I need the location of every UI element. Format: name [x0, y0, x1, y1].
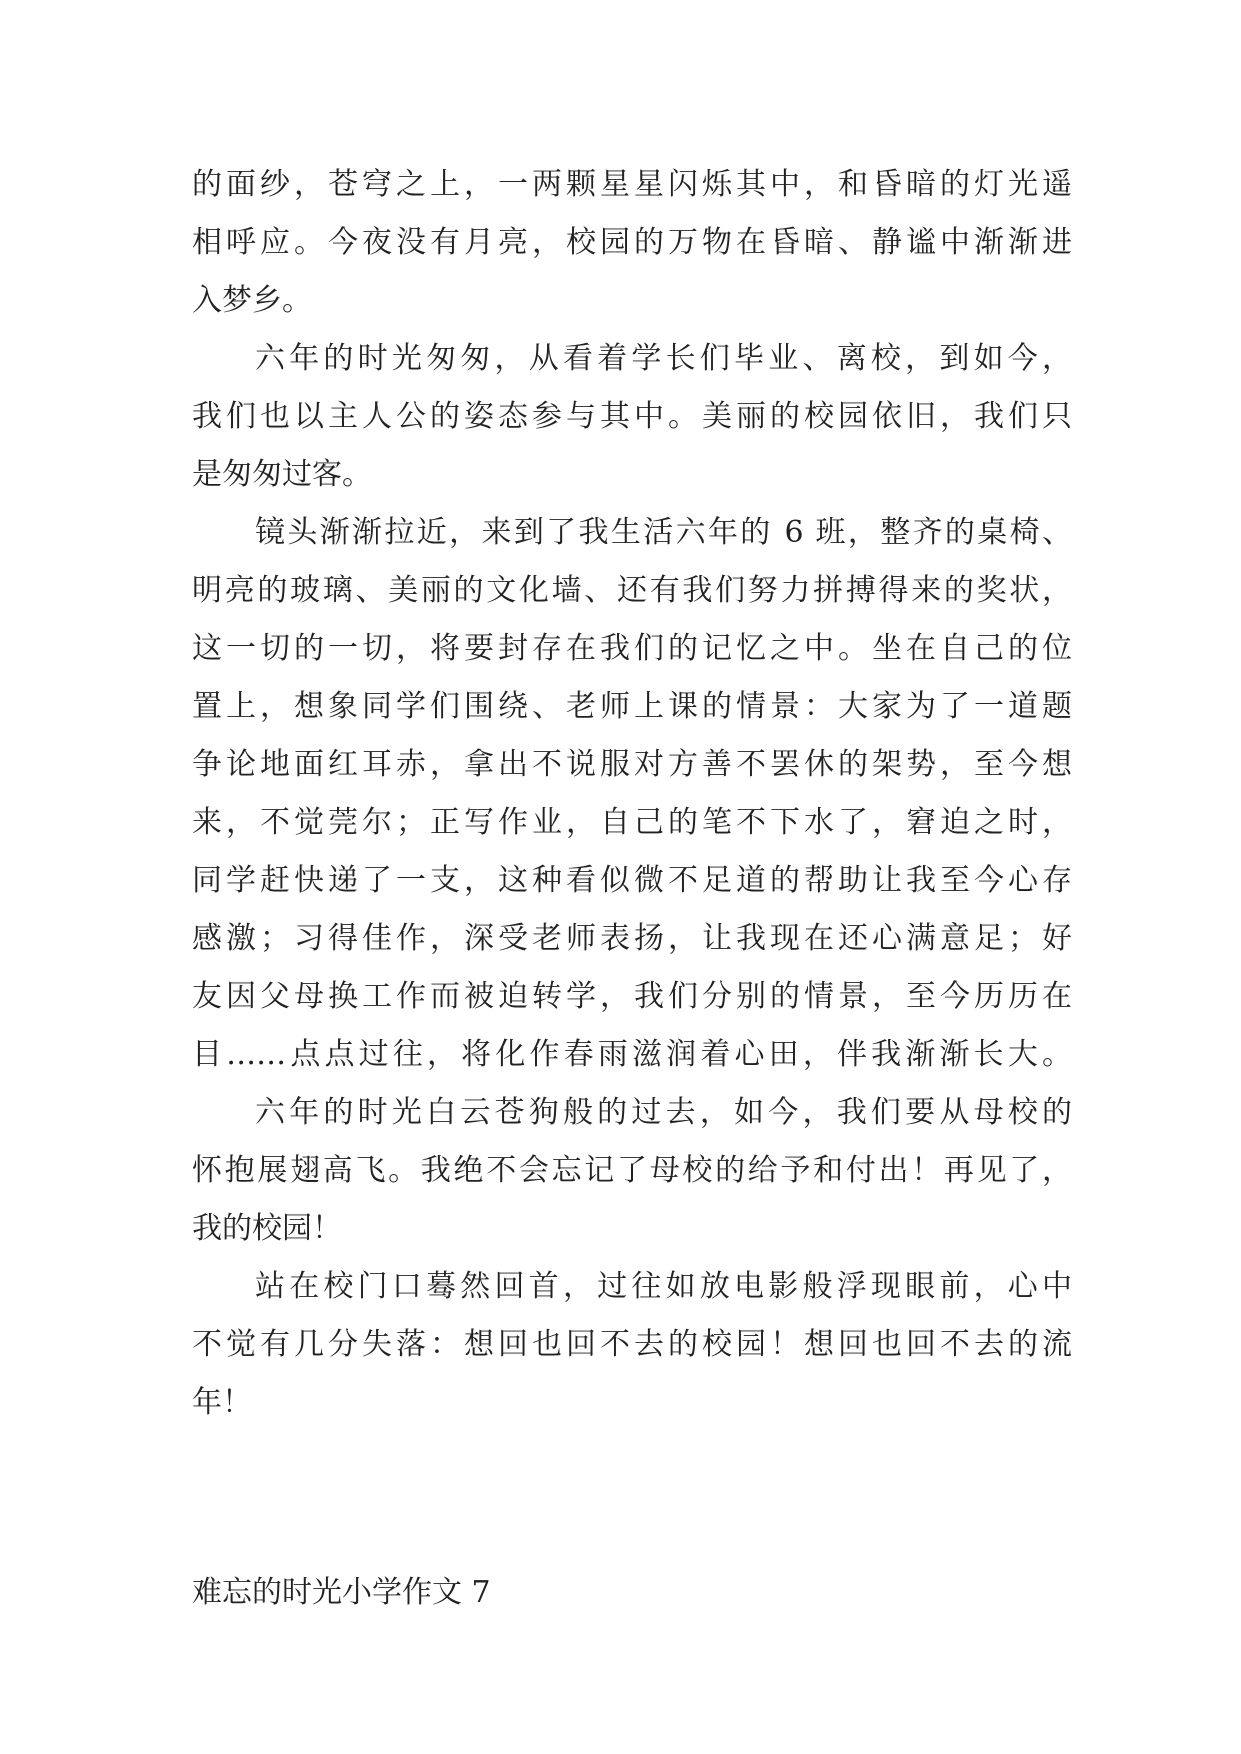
paragraph-2-line-2: 我们也以主人公的姿态参与其中。美丽的校园依旧，我们只: [192, 399, 1072, 434]
paragraph-3-line-5: 争论地面红耳赤，拿出不说服对方善不罢休的架势，至今想: [192, 747, 1072, 782]
paragraph-5-line-2: 不觉有几分失落：想回也回不去的校园！想回也回不去的流: [192, 1327, 1072, 1362]
paragraph-3-line-6: 来，不觉莞尔；正写作业，自己的笔不下水了，窘迫之时，: [192, 805, 1072, 840]
paragraph-3-line-2: 明亮的玻璃、美丽的文化墙、还有我们努力拼搏得来的奖状，: [192, 573, 1072, 608]
paragraph-1-line-2: 相呼应。今夜没有月亮，校园的万物在昏暗、静谧中渐渐进: [192, 225, 1072, 260]
paragraph-3-line-1: 镜头渐渐拉近，来到了我生活六年的 6 班，整齐的桌椅、: [255, 515, 1072, 550]
paragraph-1-line-1: 的面纱，苍穹之上，一两颗星星闪烁其中，和昏暗的灯光遥: [192, 167, 1072, 202]
paragraph-2-line-3: 是匆匆过客。: [192, 457, 372, 492]
paragraph-3-line-10: 目……点点过往，将化作春雨滋润着心田，伴我渐渐长大。: [192, 1037, 1072, 1072]
section-heading: 难忘的时光小学作文 7: [192, 1575, 491, 1610]
paragraph-4-line-3: 我的校园！: [192, 1211, 342, 1246]
paragraph-5-line-3: 年！: [192, 1385, 252, 1420]
paragraph-3-line-9: 友因父母换工作而被迫转学，我们分别的情景，至今历历在: [192, 979, 1072, 1014]
paragraph-3-line-3: 这一切的一切，将要封存在我们的记忆之中。坐在自己的位: [192, 631, 1072, 666]
paragraph-3-line-7: 同学赶快递了一支，这种看似微不足道的帮助让我至今心存: [192, 863, 1072, 898]
paragraph-3-line-8: 感激；习得佳作，深受老师表扬，让我现在还心满意足；好: [192, 921, 1072, 956]
paragraph-4-line-1: 六年的时光白云苍狗般的过去，如今，我们要从母校的: [255, 1095, 1072, 1130]
paragraph-2-line-1: 六年的时光匆匆，从看着学长们毕业、离校，到如今，: [255, 341, 1072, 376]
paragraph-4-line-2: 怀抱展翅高飞。我绝不会忘记了母校的给予和付出！再见了，: [192, 1153, 1072, 1188]
paragraph-1-line-3: 入梦乡。: [192, 283, 312, 318]
paragraph-5-line-1: 站在校门口蓦然回首，过往如放电影般浮现眼前，心中: [255, 1269, 1072, 1304]
paragraph-3-line-4: 置上，想象同学们围绕、老师上课的情景：大家为了一道题: [192, 689, 1072, 724]
